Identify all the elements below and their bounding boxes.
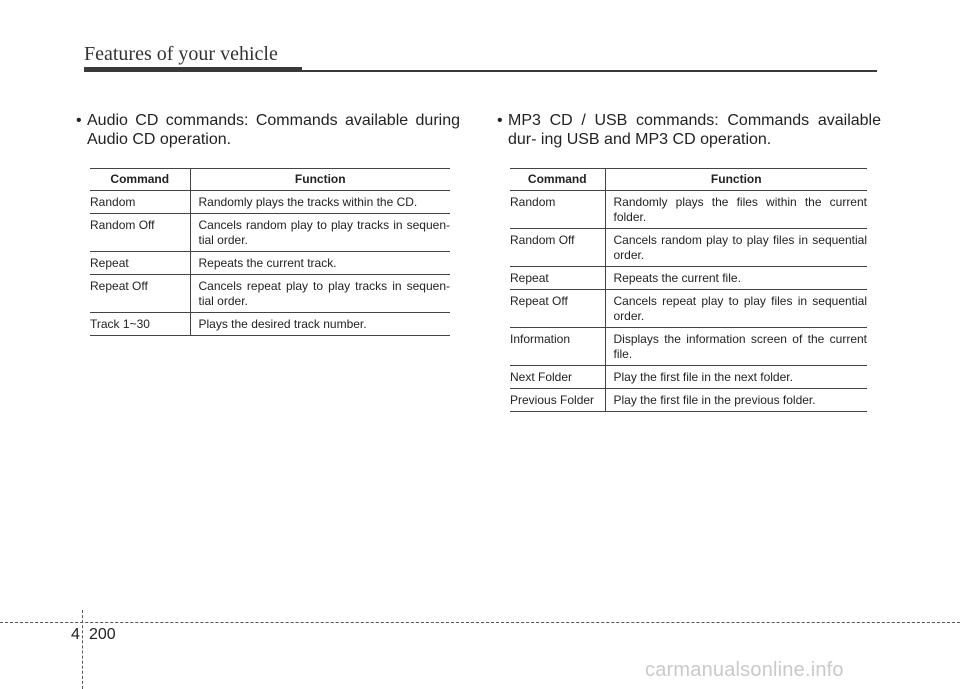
command-cell: Repeat [510, 267, 605, 290]
command-cell: Repeat Off [510, 290, 605, 328]
column-header-command: Command [510, 169, 605, 191]
page-title: Features of your vehicle [84, 43, 278, 65]
function-cell: Cancels random play to play files in sequential order. [605, 229, 867, 267]
table-row [510, 191, 867, 229]
bullet-glyph: • [497, 112, 503, 129]
mp3-usb-intro [497, 111, 881, 149]
table-row [510, 229, 867, 267]
footer-divider [82, 610, 83, 689]
command-cell: Random Off [90, 214, 190, 252]
function-cell: Play the first file in the previous folder. [605, 389, 867, 412]
column-header-function: Function [190, 169, 450, 191]
command-cell: Random Off [510, 229, 605, 267]
table-row [510, 366, 867, 389]
mp3-usb-intro-text: MP3 CD / USB commands: Commands available dur- ing USB and MP3 CD operation. [508, 112, 881, 148]
command-cell: Previous Folder [510, 389, 605, 412]
table-header-row [510, 169, 867, 191]
command-cell: Track 1~30 [90, 313, 190, 336]
command-cell: Repeat [90, 252, 190, 275]
table-row [90, 252, 450, 275]
table-row [90, 275, 450, 313]
function-cell: Cancels repeat play to play tracks in sequen- tial order. [190, 275, 450, 313]
function-cell: Randomly plays the tracks within the CD. [190, 191, 450, 214]
mp3-usb-commands-table [510, 168, 867, 412]
column-header-function: Function [605, 169, 867, 191]
audio-cd-intro-text: Audio CD commands: Commands available during Audio CD operation. [87, 112, 460, 148]
function-cell: Cancels repeat play to play files in sequential order. [605, 290, 867, 328]
function-cell: Play the first file in the next folder. [605, 366, 867, 389]
command-cell: Information [510, 328, 605, 366]
table-row [510, 267, 867, 290]
audio-cd-commands-table [90, 168, 450, 336]
header-rule-thin [302, 70, 877, 72]
function-cell: Cancels random play to play tracks in sequen- tial order. [190, 214, 450, 252]
audio-cd-intro [76, 111, 460, 149]
table-row [510, 290, 867, 328]
header-rule-thick [84, 67, 302, 72]
table-row [90, 313, 450, 336]
command-cell: Random [90, 191, 190, 214]
table-header-row [90, 169, 450, 191]
watermark-text: carmanualsonline.info [645, 659, 844, 681]
chapter-number: 4 [71, 626, 80, 643]
function-cell: Repeats the current file. [605, 267, 867, 290]
function-cell: Displays the information screen of the current file. [605, 328, 867, 366]
table-row [90, 191, 450, 214]
command-cell: Repeat Off [90, 275, 190, 313]
bullet-glyph: • [76, 112, 82, 129]
table-row [90, 214, 450, 252]
function-cell: Randomly plays the files within the current folder. [605, 191, 867, 229]
table-row [510, 389, 867, 412]
page-number: 200 [89, 626, 116, 643]
column-header-command: Command [90, 169, 190, 191]
function-cell: Repeats the current track. [190, 252, 450, 275]
command-cell: Random [510, 191, 605, 229]
table-row [510, 328, 867, 366]
footer-rule [0, 622, 960, 623]
function-cell: Plays the desired track number. [190, 313, 450, 336]
command-cell: Next Folder [510, 366, 605, 389]
